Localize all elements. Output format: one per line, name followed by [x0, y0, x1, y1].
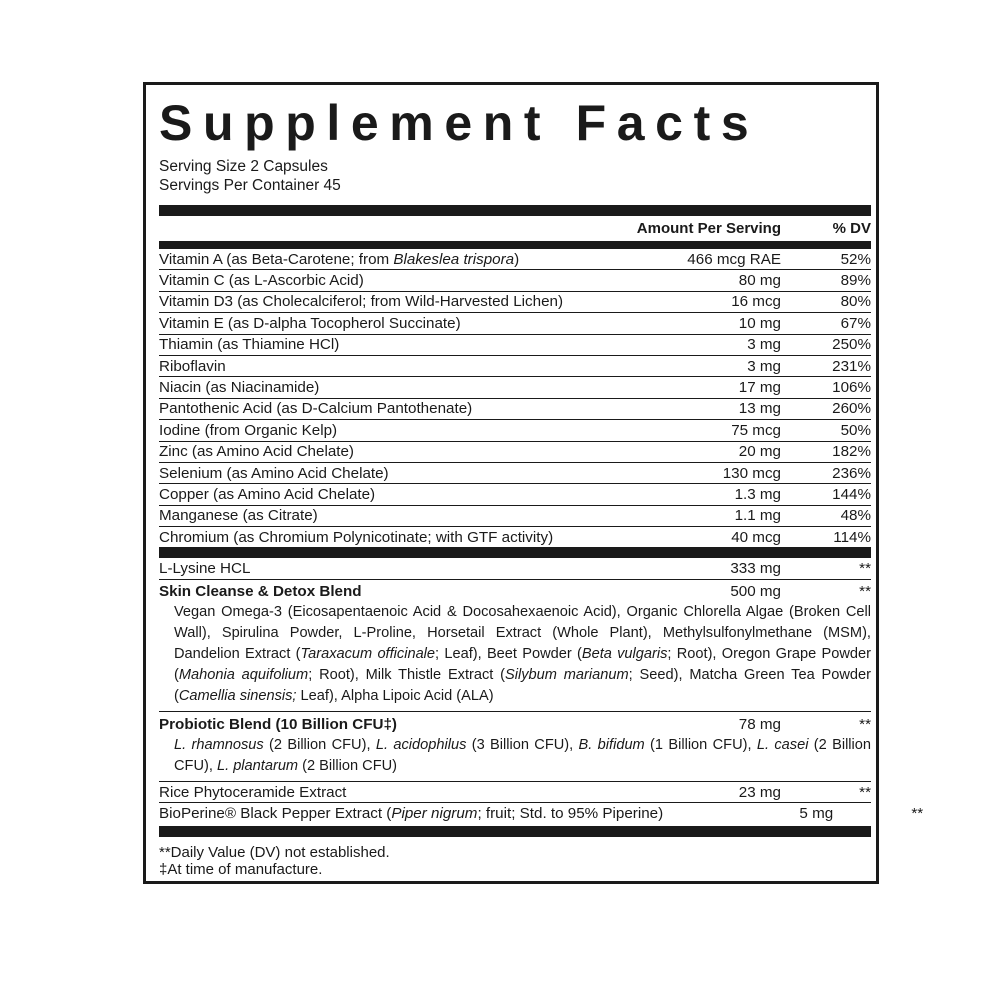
- nutrient-dv: 80%: [840, 293, 871, 311]
- thick-divider: [159, 826, 871, 837]
- nutrient-list: [159, 249, 871, 547]
- nutrient-name: [159, 293, 611, 310]
- nutrient-name-text: Vitamin D3 (as Cholecalciferol; from Wild-Harvested Lichen): [159, 293, 564, 311]
- servings-per-container: Servings Per Container 45: [159, 177, 341, 194]
- nutrient-name-text: Selenium (as Amino Acid Chelate): [159, 464, 389, 482]
- rice-phytoceramide-row: [159, 782, 871, 803]
- panel-content: [159, 85, 924, 878]
- nutrient-amount: 10 mg: [738, 314, 781, 332]
- cfu-footnote: ‡At time of manufacture.: [159, 860, 323, 878]
- nutrient-row: [159, 356, 871, 377]
- nutrient-row: [159, 399, 871, 420]
- blend-species: B. bifidum: [578, 736, 645, 753]
- nutrient-name-text: Niacin (as Niacinamide): [159, 379, 320, 397]
- nutrient-name: [159, 529, 611, 546]
- nutrient-name: [159, 507, 611, 524]
- nutrient-amount: 16 mcg: [731, 293, 781, 311]
- amount-header: Amount Per Serving: [636, 220, 781, 237]
- blend-dv: **: [859, 715, 871, 733]
- nutrient-row: [159, 313, 871, 334]
- blend-species: Beta vulgaris: [581, 645, 668, 662]
- blend-species: L. casei: [756, 736, 809, 753]
- ingredient-dv: **: [859, 560, 871, 578]
- nutrient-name: [159, 251, 611, 268]
- nutrient-name-text: Manganese (as Citrate): [159, 507, 318, 525]
- nutrient-name-text: Vitamin C (as L-Ascorbic Acid): [159, 272, 364, 290]
- blend-species: L. plantarum: [216, 757, 299, 774]
- nutrient-amount: 13 mg: [738, 400, 781, 418]
- nutrient-name-text: Iodine (from Organic Kelp): [159, 421, 338, 439]
- blend-text: ; Root), Oregon Grape Powder (: [174, 645, 871, 683]
- blend-text: ; Root), Milk Thistle Extract (: [308, 666, 506, 683]
- nutrient-dv: 260%: [832, 400, 871, 418]
- panel-title: Supplement Facts: [159, 95, 760, 151]
- dv-header: % DV: [832, 220, 871, 237]
- nutrient-name-text: Riboflavin: [159, 357, 226, 375]
- nutrient-name-text: Pantothenic Acid (as D-Calcium Pantothenate): [159, 400, 473, 418]
- nutrient-amount: 75 mcg: [731, 421, 781, 439]
- probiotic-blend: [159, 712, 871, 782]
- nutrient-amount: 80 mg: [738, 272, 781, 290]
- blend-ingredients: [159, 735, 871, 777]
- nutrient-name-text: Vitamin E (as D-alpha Tocopherol Succinate): [159, 314, 461, 332]
- nutrient-name-text: Thiamin (as Thiamine HCl): [159, 336, 340, 354]
- serving-size: Serving Size 2 Capsules: [159, 158, 328, 175]
- nutrient-row: [159, 377, 871, 398]
- nutrient-row: [159, 463, 871, 484]
- blend-species: L. rhamnosus: [174, 736, 264, 753]
- nutrient-name-text: Copper (as Amino Acid Chelate): [159, 485, 376, 503]
- blend-name: Probiotic Blend (10 Billion CFU‡): [159, 715, 397, 733]
- nutrient-dv: 50%: [840, 421, 871, 439]
- bioperine-row: [159, 803, 924, 823]
- blend-text: ; Leaf), Beet Powder (: [435, 645, 582, 662]
- blend-text: Leaf), Alpha Lipoic Acid (ALA): [296, 687, 494, 704]
- blend-species: Mahonia aquifolium: [178, 666, 309, 683]
- nutrient-row: [159, 249, 871, 270]
- nutrient-name: [159, 422, 611, 439]
- nutrient-row: [159, 335, 871, 356]
- nutrient-name: [159, 486, 611, 503]
- nutrient-row: [159, 292, 871, 313]
- nutrient-amount: 3 mg: [747, 357, 781, 375]
- nutrient-name-text: ): [514, 250, 520, 268]
- blend-species: Camellia sinensis;: [178, 687, 297, 704]
- blend-text: (3 Billion CFU),: [466, 736, 579, 753]
- blend-text: (2 Billion CFU),: [174, 736, 872, 774]
- nutrient-dv: 89%: [840, 272, 871, 290]
- ingredient-name: [159, 805, 663, 822]
- dv-footnote: **Daily Value (DV) not established.: [159, 843, 390, 861]
- nutrient-amount: 466 mcg RAE: [687, 250, 781, 268]
- blend-amount: 78 mg: [738, 715, 781, 733]
- ingredient-dv: **: [859, 783, 871, 801]
- nutrient-name: [159, 315, 611, 332]
- ingredient-amount: 333 mg: [730, 560, 781, 578]
- nutrient-dv: 144%: [832, 485, 871, 503]
- thick-divider: [159, 205, 871, 216]
- nutrient-dv: 231%: [832, 357, 871, 375]
- nutrient-name: [159, 400, 611, 417]
- nutrient-name: [159, 379, 611, 396]
- nutrient-amount: 1.1 mg: [734, 507, 781, 525]
- nutrient-row: [159, 270, 871, 291]
- skin-cleanse-blend: [159, 580, 871, 712]
- nutrient-row: [159, 442, 871, 463]
- nutrient-amount: 17 mg: [738, 379, 781, 397]
- nutrient-dv: 114%: [833, 528, 871, 546]
- blend-header: [159, 582, 871, 602]
- nutrient-amount: 20 mg: [738, 443, 781, 461]
- ingredient-text: ; fruit; Std. to 95% Piperine): [477, 804, 664, 822]
- blend-species: Silybum marianum: [505, 666, 629, 683]
- nutrient-name: [159, 443, 611, 460]
- nutrient-row: [159, 506, 871, 527]
- nutrient-amount: 3 mg: [747, 336, 781, 354]
- nutrient-source-species: Blakeslea trispora: [393, 250, 515, 268]
- nutrient-dv: 106%: [832, 379, 871, 397]
- ingredient-name: L-Lysine HCL: [159, 560, 251, 578]
- ingredient-text: BioPerine® Black Pepper Extract (: [159, 804, 392, 822]
- ingredient-amount: 23 mg: [738, 783, 781, 801]
- nutrient-dv: 67%: [840, 314, 871, 332]
- blend-ingredients: [159, 602, 871, 707]
- nutrient-name-text: Chromium (as Chromium Polynicotinate; with GTF activity): [159, 528, 554, 546]
- nutrient-dv: 48%: [840, 507, 871, 525]
- nutrient-name: [159, 272, 611, 289]
- blend-text: (2 Billion CFU): [298, 757, 398, 774]
- supplement-facts-panel: [143, 82, 924, 884]
- blend-text: (2 Billion CFU),: [263, 736, 376, 753]
- blend-text: Vegan Omega-3 (Eicosapentaenoic Acid & Docosahexaenoic Acid), Organic Chlorella Algae (Broken Cell Wall), Spirulina Powder, L-Proline, Horsetail Extract (Whole Plant), Methylsulfonylmethane (MSM), Dandelion Extract (: [174, 603, 871, 662]
- thick-divider: [159, 547, 871, 558]
- ingredient-name: Rice Phytoceramide Extract: [159, 783, 347, 801]
- blend-name: Skin Cleanse & Detox Blend: [159, 582, 362, 600]
- blend-dv: **: [859, 582, 871, 600]
- nutrient-amount: 130 mcg: [722, 464, 781, 482]
- nutrient-row: [159, 527, 871, 547]
- ingredient-species: Piper nigrum: [391, 804, 478, 822]
- blend-text: ; Seed), Matcha Green Tea Powder (: [174, 666, 871, 704]
- nutrient-dv: 182%: [832, 443, 871, 461]
- ingredient-dv: **: [911, 804, 924, 822]
- nutrient-dv: 52%: [840, 250, 871, 268]
- nutrient-name-text: Zinc (as Amino Acid Chelate): [159, 443, 354, 461]
- ingredient-amount: 5 mg: [799, 804, 834, 822]
- blend-amount: 500 mg: [730, 582, 781, 600]
- nutrient-row: [159, 420, 871, 441]
- nutrient-dv: 236%: [832, 464, 871, 482]
- blend-text: (1 Billion CFU),: [644, 736, 757, 753]
- blend-species: L. acidophilus: [375, 736, 467, 753]
- blend-species: Taraxacum officinale: [300, 645, 436, 662]
- medium-divider: [159, 241, 871, 249]
- nutrient-row: [159, 484, 871, 505]
- blend-header: [159, 715, 871, 735]
- nutrient-dv: 250%: [832, 336, 871, 354]
- nutrient-name: [159, 336, 611, 353]
- nutrient-name: [159, 358, 611, 375]
- nutrient-amount: 40 mcg: [731, 528, 781, 546]
- nutrient-amount: 1.3 mg: [734, 485, 781, 503]
- nutrient-name-text: Vitamin A (as Beta-Carotene; from: [159, 250, 394, 268]
- nutrient-name: [159, 465, 611, 482]
- lysine-row: [159, 558, 871, 579]
- column-header-row: [159, 216, 871, 241]
